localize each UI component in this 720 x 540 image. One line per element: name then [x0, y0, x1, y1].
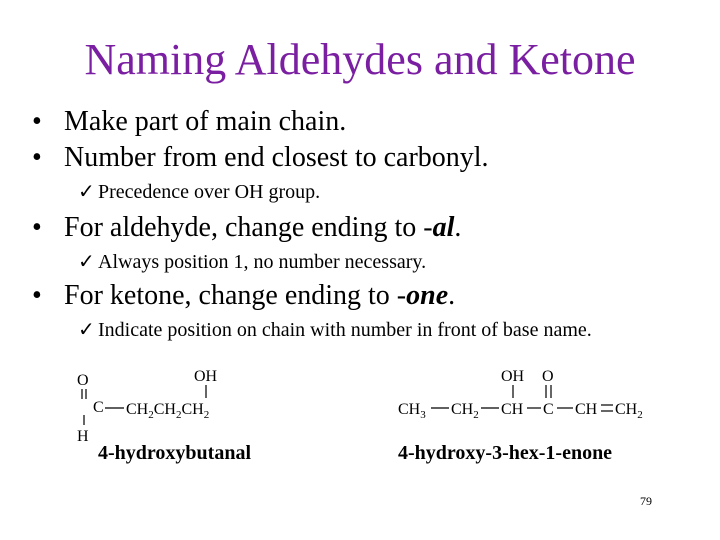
bullet-text: Number from end closest to carbonyl. [64, 142, 489, 173]
check-icon: ✓ [78, 319, 95, 341]
atom-h: H [77, 428, 89, 445]
bullet-marker: • [32, 106, 42, 137]
bullet-marker: • [32, 212, 42, 243]
bullet-period: . [448, 280, 456, 311]
check-icon: ✓ [78, 181, 95, 203]
bullet-marker: • [32, 280, 42, 311]
atom-c-carbonyl: C [543, 401, 554, 418]
chain-ch2ch2ch2: $CH_2CH_2CH_2$ [126, 401, 210, 422]
name-4-hydroxybutanal: 4-hydroxybutanal [98, 442, 252, 464]
group-oh: OH [501, 368, 525, 385]
subpoint-text: Always position 1, no number necessary. [98, 251, 427, 273]
bullet-period: . [454, 212, 462, 243]
bullet-text: For ketone, change ending to - [64, 280, 407, 311]
group-ch2-end: $CH_2$ [615, 401, 643, 422]
suffix-al: al [432, 212, 455, 243]
group-ch2: $CH_2$ [451, 401, 479, 422]
atom-c: C [93, 399, 104, 416]
name-4-hydroxy-3-hex-1-enone: 4-hydroxy-3-hex-1-enone [398, 442, 613, 464]
slide-title: Naming Aldehydes and Ketone [84, 35, 636, 84]
group-ch: CH [501, 401, 524, 418]
bullet-marker: • [32, 142, 42, 173]
group-oh: OH [194, 368, 218, 385]
atom-o-carbonyl: O [542, 368, 554, 385]
subpoint-text: Indicate position on chain with number in front of base name. [98, 319, 592, 341]
check-icon: ✓ [78, 251, 95, 273]
bullet-text: Make part of main chain. [64, 106, 347, 137]
bullet-text: For aldehyde, change ending to - [64, 212, 433, 243]
suffix-one: one [406, 280, 449, 311]
subpoint-text: Precedence over OH group. [98, 181, 321, 203]
atom-o: O [77, 372, 89, 389]
page-number: 79 [640, 494, 652, 508]
group-ch3: $CH_3$ [398, 401, 426, 422]
group-ch-vinyl: CH [575, 401, 598, 418]
